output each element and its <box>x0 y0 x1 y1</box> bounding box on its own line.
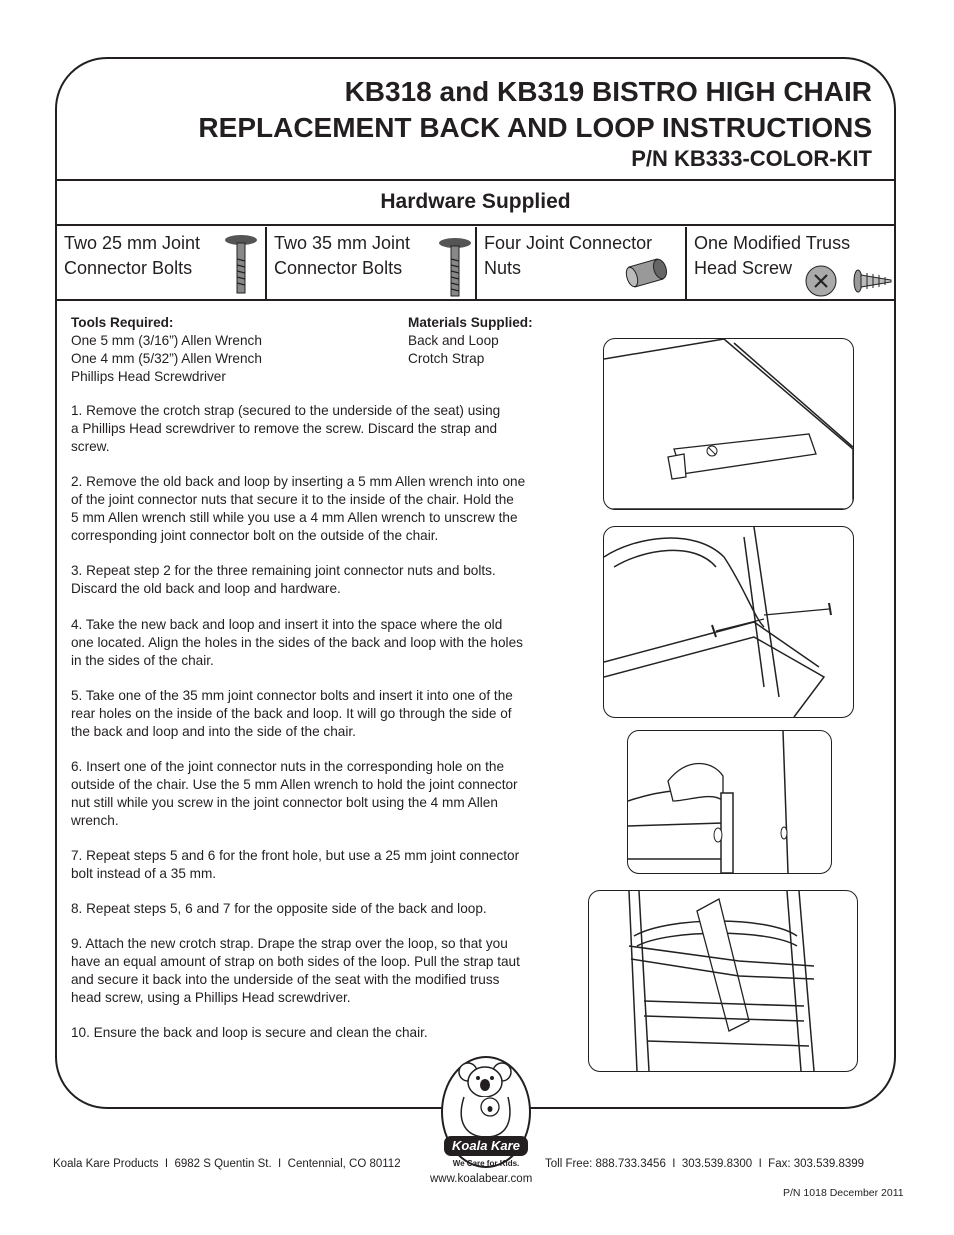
joint-connector-illustration <box>628 731 831 873</box>
figure-step-3 <box>627 730 832 874</box>
divider <box>55 299 896 301</box>
hardware-item: Four Joint Connector Nuts <box>475 227 687 299</box>
instruction-step: 7. Repeat steps 5 and 6 for the front hole, but use a 25 mm joint connector bolt instead of a 35 mm. <box>71 848 520 881</box>
figure-step-2 <box>603 526 854 718</box>
instruction-step: 5. Take one of the 35 mm joint connector bolts and insert it into one of the rear holes on the inside of the back and loop. It will go through the side of the back and loop and into the side of the chair. <box>71 688 513 739</box>
footer-contact: Toll Free: 888.733.3456 I 303.539.8300 I Fax: 303.539.8399 <box>545 1158 865 1170</box>
footer-website[interactable]: www.koalabear.com <box>430 1173 533 1185</box>
instruction-step: 1. Remove the crotch strap (secured to the underside of the seat) using a Phillips Head screwdriver to remove the screw. Discard the strap and screw. <box>71 403 501 454</box>
instruction-step: 8. Repeat steps 5, 6 and 7 for the opposite side of the back and loop. <box>71 901 487 916</box>
tools-section: Tools Required: One 5 mm (3/16”) Allen Wrench One 4 mm (5/32”) Allen Wrench Phillips Head Screwdriver <box>71 315 262 384</box>
divider <box>55 224 896 226</box>
koala-kare-logo <box>436 1052 536 1172</box>
crotch-strap-illustration <box>604 339 853 509</box>
footer-address: Koala Kare Products I 6982 S Quentin St. I Centennial, CO 80112 <box>53 1158 401 1170</box>
instruction-step: 4. Take the new back and loop and insert it into the space where the old one located. Align the holes in the sides of the back and loop with the holes in the sides of the chair. <box>71 617 523 668</box>
materials-section: Materials Supplied: Back and Loop Crotch Strap <box>408 315 533 366</box>
title-line-1: KB318 and KB319 BISTRO HIGH CHAIR <box>344 76 872 107</box>
logo-tagline: We Care for Kids. <box>452 1159 520 1168</box>
title-line-2: REPLACEMENT BACK AND LOOP INSTRUCTIONS <box>198 112 872 143</box>
part-number: P/N KB333-COLOR-KIT <box>631 146 872 171</box>
nut-icon <box>621 255 671 295</box>
instruction-step: 6. Insert one of the joint connector nuts in the corresponding hole on the outside of the chair. Use the 5 mm Allen wrench to hold the joint connector nut still while you screw in the joint connector bolt using the 4 mm Allen wrench. <box>71 759 518 828</box>
hardware-item: Two 35 mm Joint Connector Bolts <box>265 227 477 299</box>
figure-step-1 <box>603 338 854 510</box>
back-and-loop-illustration <box>604 527 853 717</box>
hardware-item: Two 25 mm Joint Connector Bolts <box>55 227 267 299</box>
hardware-item: One Modified Truss Head Screw <box>685 227 896 299</box>
bolt-icon <box>223 229 263 299</box>
screw-icon <box>803 261 903 301</box>
instruction-step: 2. Remove the old back and loop by inserting a 5 mm Allen wrench into one of the joint connector nuts that secure it to the inside of the chair. Hold the 5 mm Allen wrench still while you use a 4 mm Allen wrench to unscrew the corresponding joint connector bolt on the outside of the chair. <box>71 474 526 543</box>
figure-step-4 <box>588 890 858 1072</box>
hardware-title: Hardware Supplied <box>380 190 571 213</box>
divider <box>55 179 896 181</box>
bolt-icon <box>437 233 477 303</box>
instruction-step: 3. Repeat step 2 for the three remaining joint connector nuts and bolts. Discard the old back and loop and hardware. <box>71 563 496 596</box>
logo-brand: Koala Kare <box>452 1138 520 1153</box>
high-chair-illustration <box>589 891 857 1071</box>
document-number: P/N 1018 December 2011 <box>783 1187 904 1199</box>
instruction-step: 9. Attach the new crotch strap. Drape the strap over the loop, so that you have an equal amount of strap on both sides of the loop. Pull the strap taut and secure it back into the underside of the seat with the modified truss head screw, using a Phillips Head screwdriver. <box>71 936 520 1005</box>
instruction-step: 10. Ensure the back and loop is secure and clean the chair. <box>71 1025 428 1040</box>
